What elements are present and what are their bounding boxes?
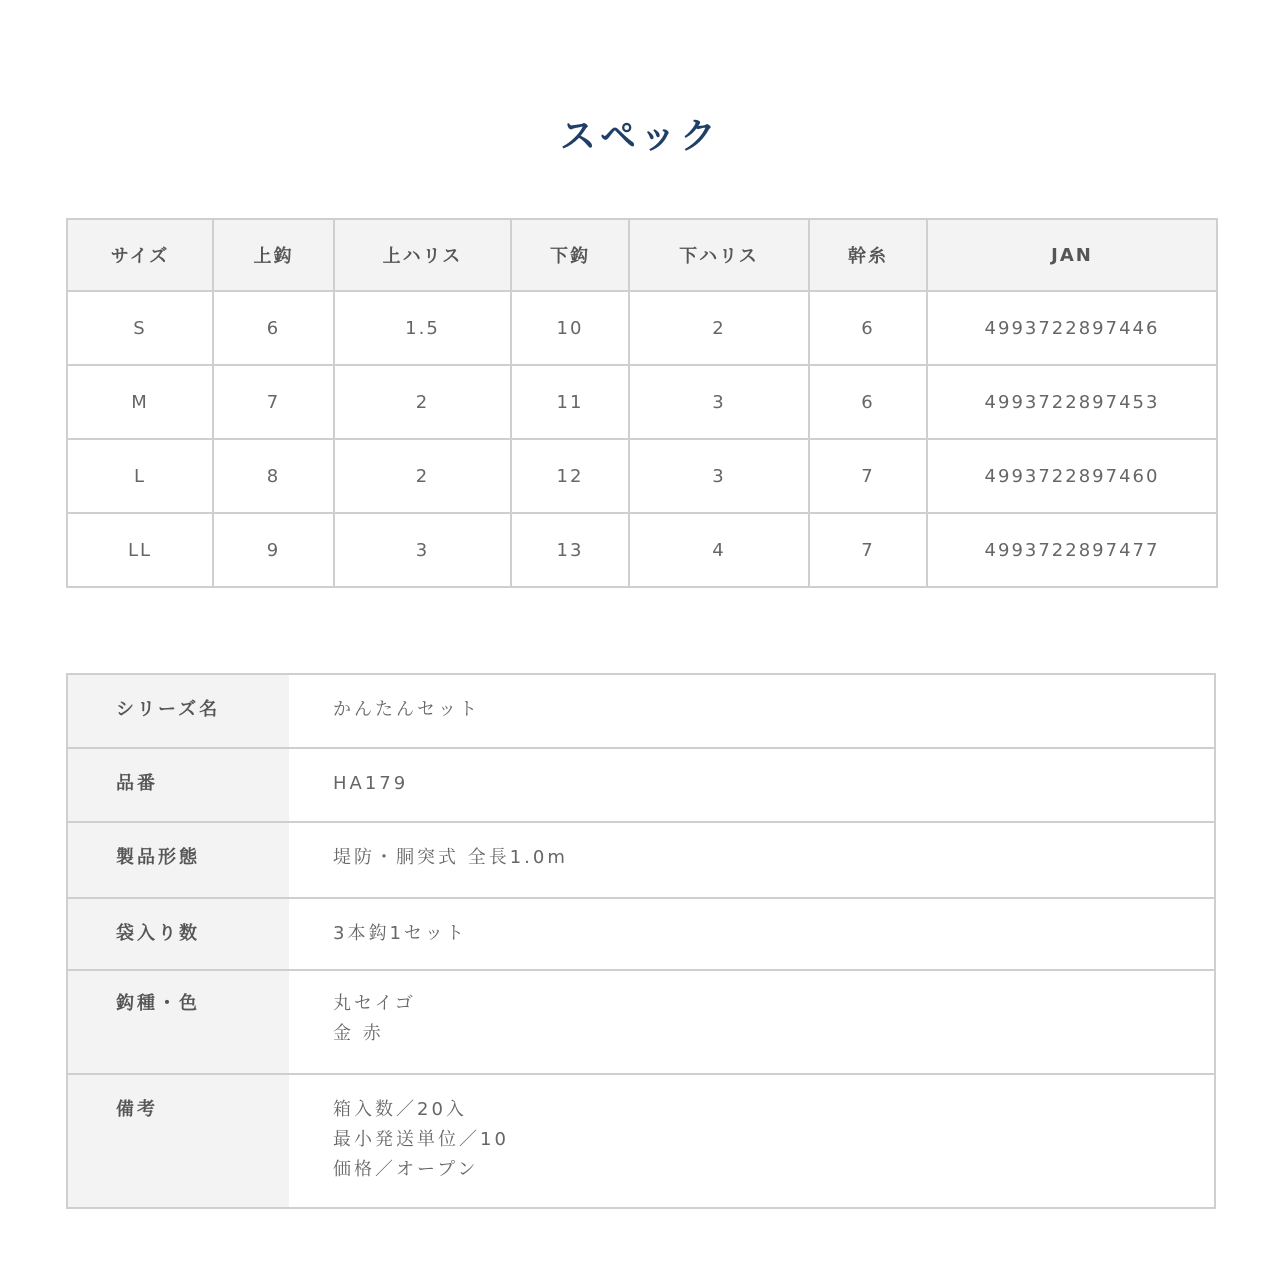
cell-lower-hook: 13 — [511, 513, 629, 587]
info-value — [289, 748, 1215, 822]
cell-upper-leader: 3 — [334, 513, 511, 587]
cell-size: S — [67, 291, 213, 365]
cell-size: M — [67, 365, 213, 439]
info-value — [289, 1074, 1215, 1208]
cell-upper-hook: 7 — [213, 365, 334, 439]
cell-lower-leader: 3 — [629, 365, 809, 439]
cell-size: LL — [67, 513, 213, 587]
cell-jan: 4993722897460 — [927, 439, 1217, 513]
info-label-text: 製品形態 — [116, 847, 200, 868]
info-value-line: 金 赤 — [333, 1023, 384, 1044]
info-value — [289, 898, 1215, 970]
size-table-header-row — [67, 219, 1217, 291]
cell-jan: 4993722897477 — [927, 513, 1217, 587]
header-upper-leader: 上ハリス — [334, 219, 511, 291]
table-row — [67, 513, 1217, 587]
info-row-pack-count — [67, 898, 1215, 970]
cell-main-line: 7 — [809, 513, 927, 587]
info-label — [67, 748, 289, 822]
size-spec-table — [66, 218, 1218, 588]
info-label-text: 備考 — [116, 1099, 158, 1120]
cell-upper-hook: 6 — [213, 291, 334, 365]
info-value-line: 丸セイゴ — [333, 993, 416, 1014]
info-label-text: シリーズ名 — [116, 699, 221, 720]
cell-lower-hook: 11 — [511, 365, 629, 439]
cell-lower-leader: 3 — [629, 439, 809, 513]
info-value-line: 堤防・胴突式 全長1.0m — [333, 847, 568, 868]
header-lower-leader: 下ハリス — [629, 219, 809, 291]
cell-lower-hook: 10 — [511, 291, 629, 365]
info-label — [67, 970, 289, 1074]
cell-jan: 4993722897446 — [927, 291, 1217, 365]
info-label — [67, 898, 289, 970]
info-value-line: 3本鈎1セット — [333, 923, 467, 944]
cell-lower-hook: 12 — [511, 439, 629, 513]
info-row-product-form — [67, 822, 1215, 898]
info-label — [67, 1074, 289, 1208]
header-lower-hook: 下鈎 — [511, 219, 629, 291]
info-value — [289, 970, 1215, 1074]
product-info-table — [66, 673, 1216, 1209]
cell-upper-leader: 2 — [334, 439, 511, 513]
info-row-product-number — [67, 748, 1215, 822]
info-label-text: 品番 — [116, 773, 158, 794]
cell-main-line: 7 — [809, 439, 927, 513]
info-value-line: 最小発送単位／10 — [333, 1129, 509, 1150]
cell-main-line: 6 — [809, 291, 927, 365]
info-row-series — [67, 674, 1215, 748]
cell-main-line: 6 — [809, 365, 927, 439]
info-value-line: 箱入数／20入 — [333, 1099, 467, 1120]
info-label-text: 袋入り数 — [116, 923, 200, 944]
cell-lower-leader: 4 — [629, 513, 809, 587]
table-row — [67, 365, 1217, 439]
info-label — [67, 674, 289, 748]
header-upper-hook: 上鈎 — [213, 219, 334, 291]
info-row-remarks — [67, 1074, 1215, 1208]
info-value-line: 価格／オープン — [333, 1159, 479, 1180]
table-row — [67, 439, 1217, 513]
page-title: スペック — [559, 116, 720, 157]
cell-lower-leader: 2 — [629, 291, 809, 365]
info-label — [67, 822, 289, 898]
cell-upper-hook: 8 — [213, 439, 334, 513]
cell-size: L — [67, 439, 213, 513]
cell-jan: 4993722897453 — [927, 365, 1217, 439]
header-main-line: 幹糸 — [809, 219, 927, 291]
info-value-line: かんたんセット — [333, 699, 480, 720]
cell-upper-leader: 2 — [334, 365, 511, 439]
info-value-line: HA179 — [333, 773, 409, 794]
cell-upper-hook: 9 — [213, 513, 334, 587]
header-jan: JAN — [927, 219, 1217, 291]
header-size: サイズ — [67, 219, 213, 291]
info-row-hook-type-color — [67, 970, 1215, 1074]
info-label-text: 鈎種・色 — [116, 993, 200, 1014]
info-value — [289, 674, 1215, 748]
cell-upper-leader: 1.5 — [334, 291, 511, 365]
info-value — [289, 822, 1215, 898]
table-row — [67, 291, 1217, 365]
